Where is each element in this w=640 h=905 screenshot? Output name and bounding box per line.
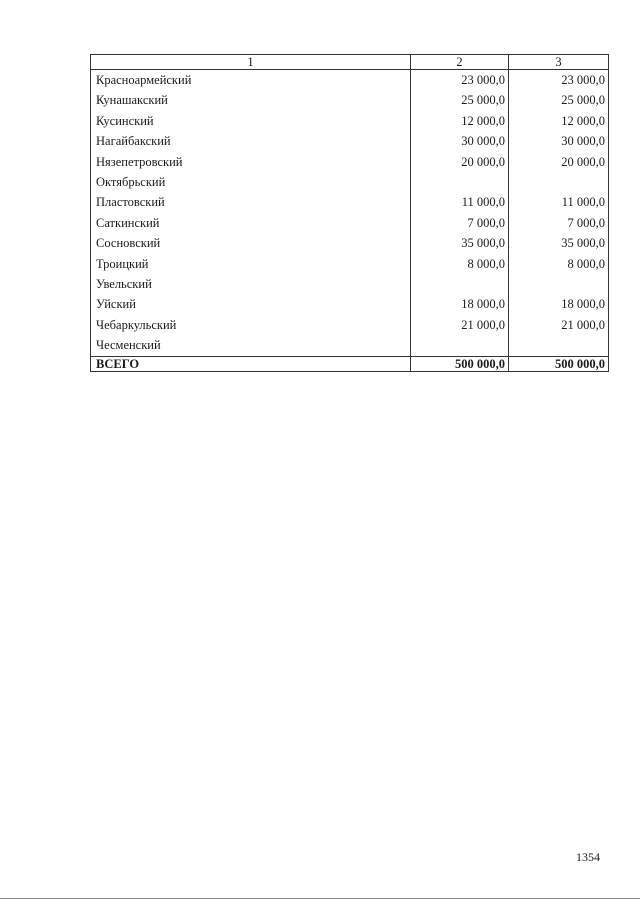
value-col3: 7 000,0 [509,213,609,233]
district-name: Сосновский [91,233,411,253]
value-col3: 11 000,0 [509,192,609,212]
district-name: Увельский [91,274,411,294]
value-col2: 35 000,0 [411,233,509,253]
district-name: Чесменский [91,335,411,356]
table-row [91,254,609,274]
value-col3 [509,172,609,192]
value-col3: 12 000,0 [509,111,609,131]
value-col2: 25 000,0 [411,90,509,110]
district-name: Пластовский [91,192,411,212]
district-name: Нязепетровский [91,152,411,172]
value-col2: 18 000,0 [411,294,509,314]
value-col2 [411,335,509,356]
district-name: Нагайбакский [91,131,411,151]
table-row [91,172,609,192]
district-name: Чебаркульский [91,315,411,335]
value-col2: 8 000,0 [411,254,509,274]
table-row [91,70,609,91]
value-col2: 7 000,0 [411,213,509,233]
total-col2: 500 000,0 [411,356,509,371]
table-row [91,90,609,110]
value-col2: 30 000,0 [411,131,509,151]
total-row [91,356,609,371]
table-row [91,294,609,314]
table-row [91,152,609,172]
table-row [91,315,609,335]
value-col2: 23 000,0 [411,70,509,91]
value-col3 [509,274,609,294]
table-row [91,192,609,212]
table-body [91,70,609,372]
table-header-row [91,55,609,70]
table-row [91,274,609,294]
total-label: ВСЕГО [91,356,411,371]
value-col2 [411,172,509,192]
district-name: Кунашакский [91,90,411,110]
total-col3: 500 000,0 [509,356,609,371]
value-col2: 11 000,0 [411,192,509,212]
budget-table [90,54,609,372]
district-name: Троицкий [91,254,411,274]
value-col3: 20 000,0 [509,152,609,172]
column-header-1: 1 [91,55,411,70]
district-name: Красноармейский [91,70,411,91]
table-row [91,233,609,253]
value-col3: 23 000,0 [509,70,609,91]
value-col2: 20 000,0 [411,152,509,172]
value-col3 [509,335,609,356]
column-header-3: 3 [509,55,609,70]
page-number: 1354 [576,850,600,864]
value-col3: 25 000,0 [509,90,609,110]
value-col2 [411,274,509,294]
value-col3: 8 000,0 [509,254,609,274]
table-row [91,335,609,356]
district-name: Кусинский [91,111,411,131]
column-header-2: 2 [411,55,509,70]
district-name: Саткинский [91,213,411,233]
table-row [91,131,609,151]
table-row [91,111,609,131]
value-col3: 35 000,0 [509,233,609,253]
district-name: Октябрьский [91,172,411,192]
value-col2: 12 000,0 [411,111,509,131]
district-name: Уйский [91,294,411,314]
value-col3: 21 000,0 [509,315,609,335]
value-col3: 30 000,0 [509,131,609,151]
value-col2: 21 000,0 [411,315,509,335]
table-row [91,213,609,233]
value-col3: 18 000,0 [509,294,609,314]
page-bottom-rule [0,898,640,899]
